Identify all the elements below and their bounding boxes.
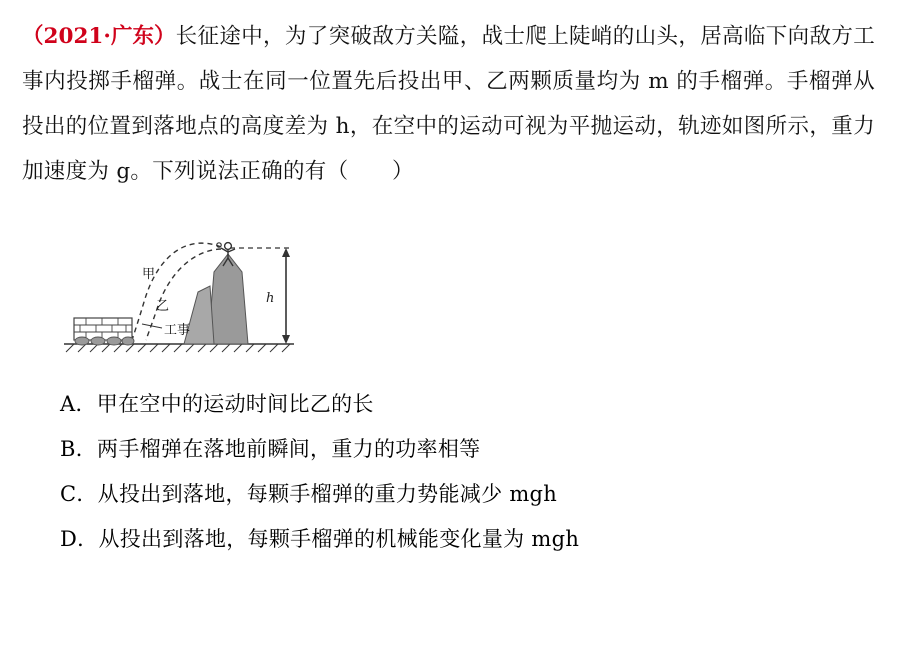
- source-tag: （2021·广东）: [22, 24, 176, 49]
- option-a-text: 甲在空中的运动时间比乙的长: [96, 392, 374, 416]
- label-jia: 甲: [142, 267, 156, 282]
- option-d-letter: D．: [60, 527, 99, 551]
- option-d-text: 从投出到落地，每颗手榴弹的机械能变化量为 mgh: [98, 527, 580, 551]
- option-d[interactable]: [60, 517, 875, 562]
- height-arrow: [282, 248, 290, 344]
- label-yi: 乙: [156, 299, 170, 314]
- option-c[interactable]: [60, 472, 875, 517]
- bunker-shape: [74, 318, 134, 345]
- height-label: h: [266, 291, 275, 306]
- physics-figure: [58, 206, 338, 366]
- option-b[interactable]: [60, 427, 875, 472]
- option-c-text: 从投出到落地，每颗手榴弹的重力势能减少 mgh: [97, 482, 558, 506]
- option-b-letter: B．: [60, 437, 98, 461]
- question-stem: [22, 14, 875, 194]
- stem-text: 长征途中，为了突破敌方关隘，战士爬上陡峭的山头，居高临下向敌方工事内投掷手榴弹。战士在同一位置先后投出甲、乙两颗质量均为 m 的手榴弹。手榴弹从投出的位置到落地点的高度差为 h，在空中的运动可视为平抛运动，轨迹如图所示，重力加速度为 g。下列说法正确的有（ ）: [22, 24, 876, 184]
- hill-shape: [208, 254, 248, 344]
- option-a[interactable]: [60, 382, 875, 427]
- label-gongshi: 工事: [164, 323, 191, 338]
- option-b-text: 两手榴弹在落地前瞬间，重力的功率相等: [97, 437, 481, 461]
- option-c-letter: C．: [60, 482, 98, 506]
- options-list: [60, 382, 875, 562]
- option-a-letter: A．: [60, 392, 97, 416]
